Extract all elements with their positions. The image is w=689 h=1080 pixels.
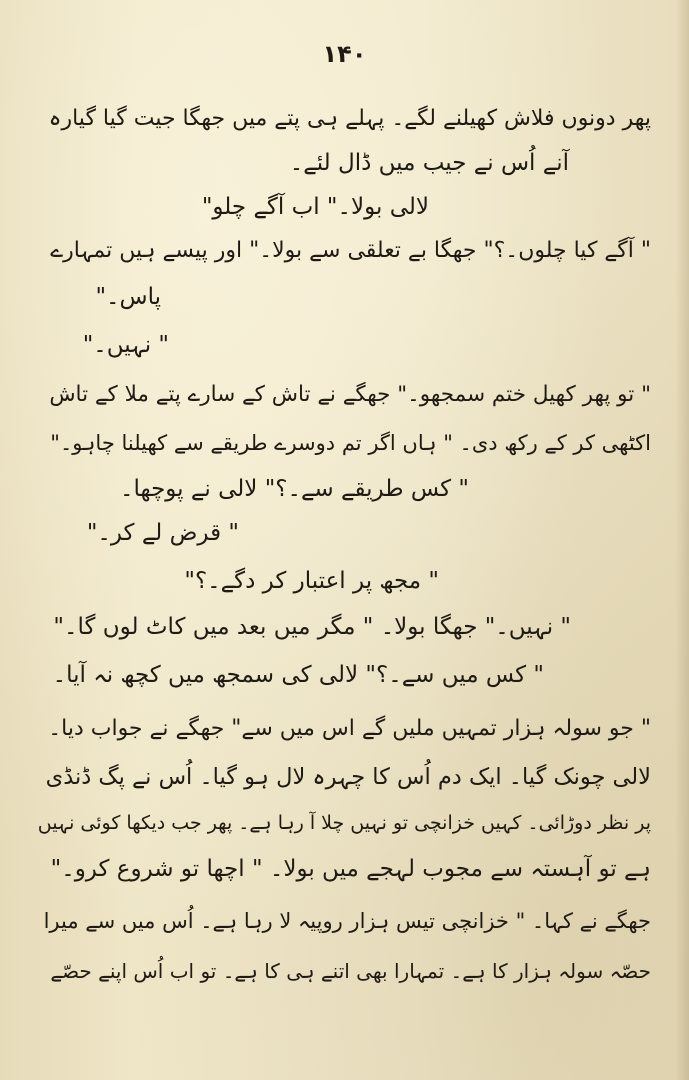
text-line: آنے اُس نے جیب میں ڈال لئے۔ [289,150,569,176]
text-line: " آگے کیا چلوں۔؟" جھگا بے تعلقی سے بولا۔" اور پیسے ہیں تمہارے [50,238,651,263]
page-number: ۱۴۰ [322,40,367,68]
text-line: اکٹھی کر کے رکھ دی۔ " ہاں اگر تم دوسرے طریقے سے کھیلنا چاہو۔" [50,431,651,455]
page-edge-shadow [675,0,689,1080]
text-line: لالی بولا۔" اب آگے چلو" [201,194,429,220]
text-line: " قرض لے کر۔" [86,520,239,546]
text-line: پھر دونوں فلاش کھیلنے لگے۔ پہلے ہی پتے میں جھگا جیت گیا گیارہ [48,106,651,131]
text-line: حصّہ سولہ ہزار کا ہے۔ تمہارا بھی اتنے ہی کا ہے۔ تو اب اُس اپنے حصّے [50,959,651,983]
text-line: پاس۔" [95,284,161,310]
text-line: جھگے نے کہا۔ " خزانچی تیس ہزار روپیہ لا رہا ہے۔ اُس میں سے میرا [43,909,651,933]
text-line: ہے تو آہستہ سے مجوب لہجے میں بولا۔ " اچھا تو شروع کرو۔" [50,856,651,882]
text-line: " نہیں۔" جھگا بولا۔ " مگر میں بعد میں کاٹ لوں گا۔" [53,614,571,640]
text-line: لالی چونک گیا۔ ایک دم اُس کا چہرہ لال ہو گیا۔ اُس نے پگ ڈنڈی [45,764,651,790]
text-line: پر نظر دوڑائی۔ کہیں خزانچی تو نہیں چلا آ رہا ہے۔ پھر جب دیکھا کوئی نہیں [37,812,651,834]
text-line: " تو پھر کھیل ختم سمجھو۔" جھگے نے تاش کے سارے پتے ملا کے تاش [49,382,651,407]
text-line: " کس میں سے۔؟" لالی کی سمجھ میں کچھ نہ آیا۔ [52,662,544,688]
text-line: " جو سولہ ہزار تمہیں ملیں گے اس میں سے" جھگے نے جواب دیا۔ [48,716,651,741]
text-line: " کس طریقے سے۔؟" لالی نے پوچھا۔ [120,476,469,502]
text-line: " مجھ پر اعتبار کر دگے۔؟" [184,568,439,594]
text-line: " نہیں۔" [82,332,169,358]
